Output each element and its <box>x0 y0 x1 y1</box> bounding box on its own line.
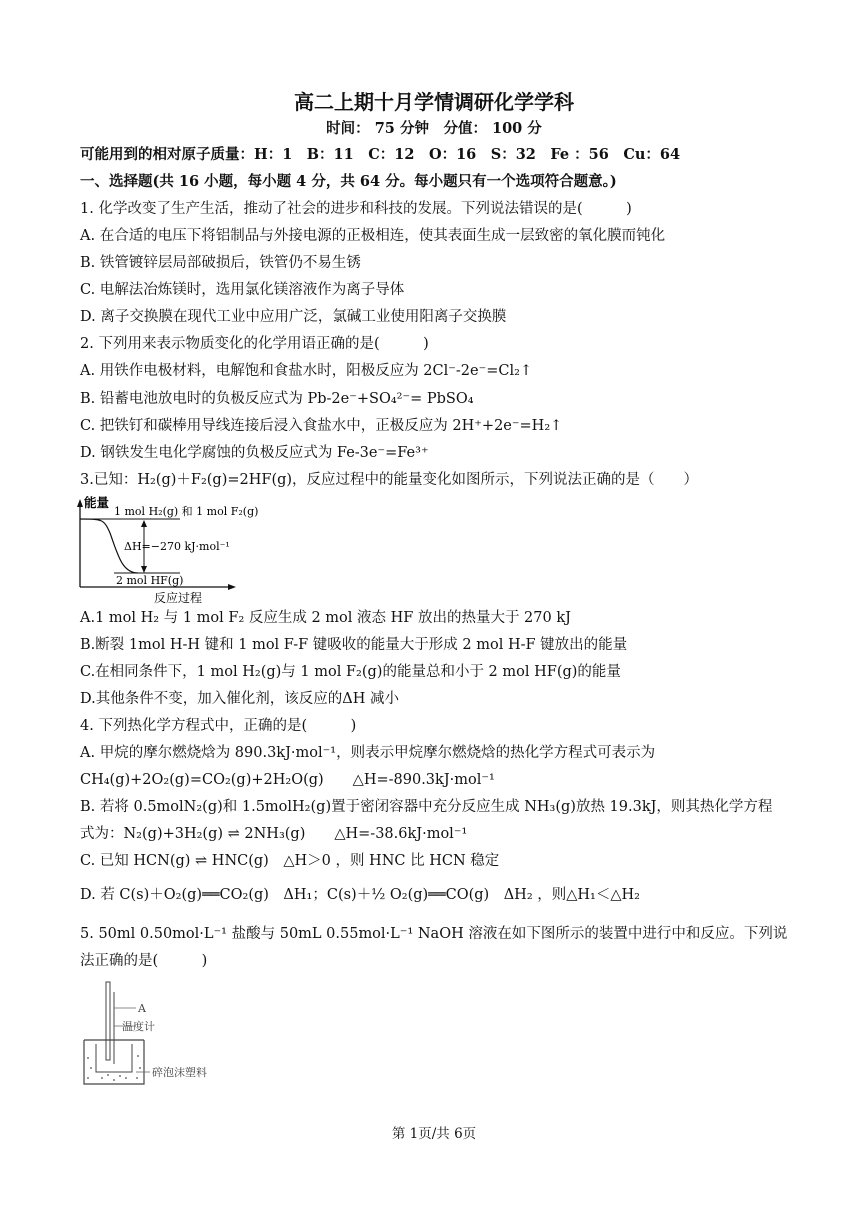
q4-option-b-equation: 式为：N₂(g)+3H₂(g) ⇌ 2NH₃(g) △H=-38.6kJ·mol⁻¹ <box>80 826 468 842</box>
q2-stem: 2. 下列用来表示物质变化的化学用语正确的是( ) <box>80 336 429 352</box>
q4-option-b: B. 若将 0.5molN₂(g)和 1.5molH₂(g)置于密闭容器中充分反应生成 NH₃(g)放热 19.3kJ，则其热化学方程 <box>80 799 773 815</box>
calorimeter-diagram <box>78 978 258 1090</box>
q2-option-b: B. 铅蓄电池放电时的负极反应式为 Pb-2e⁻+SO₄²⁻= PbSO₄ <box>80 391 474 407</box>
energy-axis-y-arrow <box>77 499 83 507</box>
label-a: A <box>138 1002 146 1015</box>
dh-label: ΔH=−270 kJ·mol⁻¹ <box>124 540 230 553</box>
q2-option-d: D. 钢铁发生电化学腐蚀的负极反应式为 Fe-3e⁻=Fe³⁺ <box>80 445 429 461</box>
thermometer <box>106 982 110 1060</box>
energy-axis-x-arrow <box>228 584 236 590</box>
section-heading: 一、选择题(共 16 小题，每小题 4 分，共 64 分。每小题只有一个选项符合题意。) <box>80 173 617 190</box>
q1-option-d: D. 离子交换膜在现代工业中应用广泛，氯碱工业使用阳离子交换膜 <box>80 309 507 325</box>
energy-axis-x-label: 反应过程 <box>154 591 203 605</box>
exam-title: 高二上期十月学情调研化学学科 <box>294 90 574 114</box>
q4-option-a: A. 甲烷的摩尔燃烧焓为 890.3kJ·mol⁻¹，则表示甲烷摩尔燃烧焓的热化学方程式可表示为 <box>80 745 656 761</box>
q3-option-a: A.1 mol H₂ 与 1 mol F₂ 反应生成 2 mol 液态 HF 放出的热量大于 270 kJ <box>80 610 571 626</box>
q1-option-a: A. 在合适的电压下将铝制品与外接电源的正极相连，使其表面生成一层致密的氧化膜而钝化 <box>80 228 666 244</box>
reactant-label: 1 mol H₂(g) 和 1 mol F₂(g) <box>114 505 259 518</box>
q2-option-c: C. 把铁钉和碳棒用导线连接后浸入食盐水中，正极反应为 2H⁺+2e⁻=H₂↑ <box>80 418 563 434</box>
q2-option-a: A. 用铁作电极材料，电解饱和食盐水时，阳极反应为 2Cl⁻-2e⁻=Cl₂↑ <box>80 363 533 379</box>
q3-option-d: D.其他条件不变，加入催化剂，该反应的ΔH 减小 <box>80 691 399 707</box>
label-thermometer: 温度计 <box>122 1020 155 1033</box>
label-foam: 碎泡沫塑料 <box>152 1066 207 1079</box>
q4-option-d: D. 若 C(s)＋O₂(g)══CO₂(g) ΔH₁；C(s)＋½ O₂(g)══CO(g) ΔH₂ ，则△H₁＜△H₂ <box>80 887 640 903</box>
q1-option-b: B. 铁管镀锌层局部破损后，铁管仍不易生锈 <box>80 255 361 271</box>
q3-option-c: C.在相同条件下，1 mol H₂(g)与 1 mol F₂(g)的能量总和小于 2 mol HF(g)的能量 <box>80 664 621 680</box>
energy-axis-y-label: 能量 <box>84 495 110 510</box>
q1-option-c: C. 电解法冶炼镁时，选用氯化镁溶液作为离子导体 <box>80 282 405 298</box>
atomic-masses: 可能用到的相对原子质量：H：1 B：11 C：12 O：16 S：32 Fe ：56 Cu：64 <box>80 146 681 163</box>
q1-stem: 1. 化学改变了生产生活，推动了社会的进步和科技的发展。下列说法错误的是( ) <box>80 201 632 217</box>
q4-option-a-equation: CH₄(g)+2O₂(g)=CO₂(g)+2H₂O(g) △H=-890.3kJ·mol⁻¹ <box>80 772 495 788</box>
page-number: 第 1页/共 6页 <box>391 1126 477 1142</box>
q3-option-b: B.断裂 1mol H-H 键和 1 mol F-F 键吸收的能量大于形成 2 mol H-F 键放出的能量 <box>80 637 628 653</box>
q3-stem: 3.已知：H₂(g)＋F₂(g)=2HF(g)，反应过程中的能量变化如图所示，下列说法正确的是（ ） <box>80 472 699 488</box>
dh-arrow-head-bottom <box>141 566 147 573</box>
exam-meta: 时间： 75 分钟 分值： 100 分 <box>326 120 542 137</box>
q4-option-c: C. 已知 HCN(g) ⇌ HNC(g) △H＞0 ，则 HNC 比 HCN 稳定 <box>80 853 500 869</box>
energy-diagram <box>74 493 274 605</box>
dh-arrow-head-top <box>141 520 147 527</box>
q5-stem: 5. 50ml 0.50mol·L⁻¹ 盐酸与 50mL 0.55mol·L⁻¹ NaOH 溶液在如下图所示的装置中进行中和反应。下列说 <box>80 926 788 942</box>
product-label: 2 mol HF(g) <box>116 574 184 587</box>
q4-stem: 4. 下列热化学方程式中，正确的是( ) <box>80 718 357 734</box>
q5-stem-continued: 法正确的是( ) <box>80 953 208 969</box>
